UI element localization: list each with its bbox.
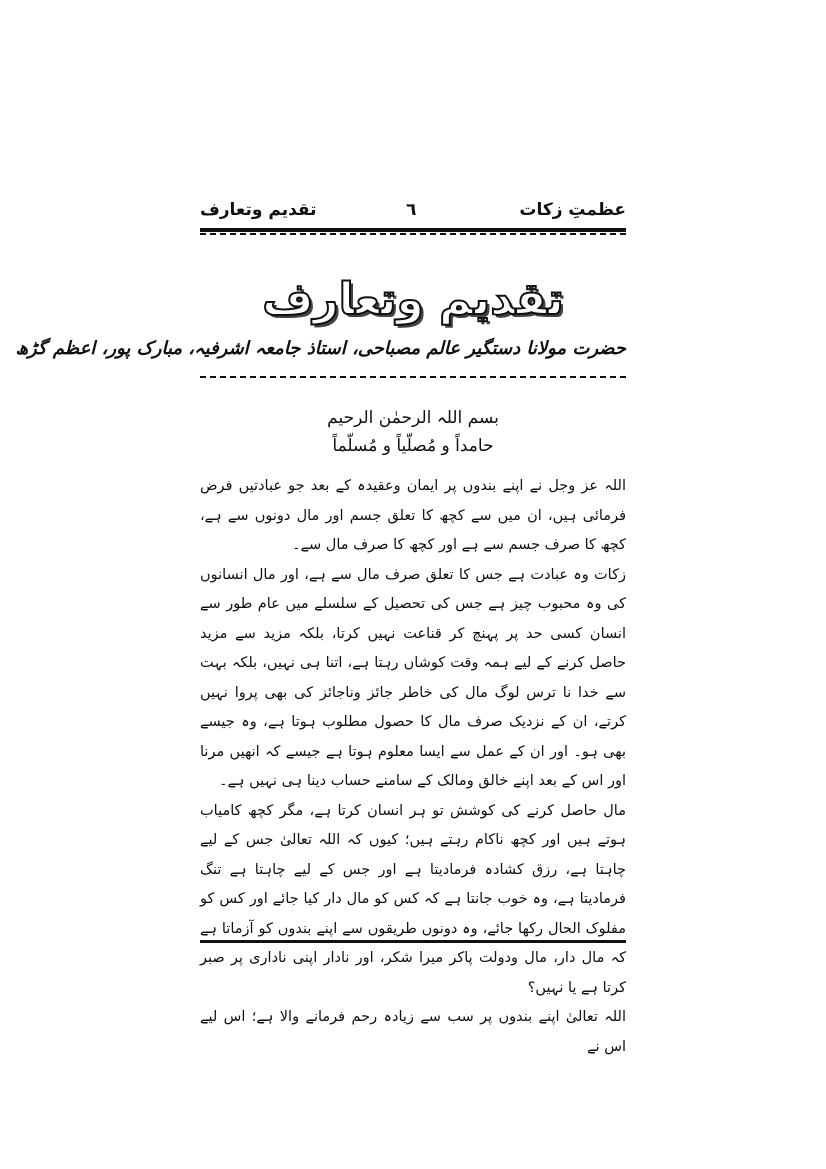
book-title: عظمتِ زکات <box>519 200 626 220</box>
bismillah: بسم اللہ الرحمٰن الرحیم <box>327 408 499 428</box>
paragraph: مال حاصل کرنے کی کوشش تو ہر انسان کرتا ہے، مگر کچھ کامیاب ہوتے ہیں اور کچھ ناکام رہتے ہیں؛ کیوں کہ اللہ تعالیٰ جس کے لیے چاہتا ہے، رزق کشادہ فرمادیتا ہے اور جس کے لیے چاہتا ہے تنگ فرمادیتا ہے، وہ خوب جانتا ہے کہ کس کو مال دار کیا جائے اور کس کو مفلوک الحال رکھا جائے، وہ دونوں طریقوں سے اپنے بندوں کو آزماتا ہے کہ مال دار، مال ودولت پاکر میرا شکر، اور نادار اپنی ناداری پر صبر کرتا ہے یا نہیں؟ <box>200 802 626 996</box>
chapter-title: تقدیم وتعارف <box>200 200 317 220</box>
author-dashed-rule <box>200 376 626 378</box>
paragraph: اللہ تعالیٰ اپنے بندوں پر سب سے زیادہ رحم فرمانے والا ہے؛ اس لیے اس نے <box>200 1009 626 1055</box>
author-line: حضرت مولانا دستگیر عالم مصباحی، استاذ جامعہ اشرفیہ، مبارک پور، اعظم گڑھ <box>15 338 626 359</box>
body-text <box>200 472 626 1062</box>
paragraph: اللہ عز وجل نے اپنے بندوں پر ایمان وعقیدہ کے بعد جو عبادتیں فرض فرمائی ہیں، ان میں سے کچھ کا تعلق جسم اور مال دونوں سے ہے، کچھ کا صرف جسم سے ہے اور کچھ کا صرف مال سے۔ <box>200 478 626 553</box>
footer-rule <box>200 940 626 943</box>
section-title: تقدیم وتعارف <box>262 274 564 325</box>
hamdan-line: حامداً و مُصلّیاً و مُسلّماً <box>332 436 494 456</box>
header-dashed-rule <box>200 233 626 235</box>
page-number: ٦ <box>406 200 417 220</box>
running-header <box>200 198 626 226</box>
header-rule <box>200 228 626 232</box>
paragraph: زکات وہ عبادت ہے جس کا تعلق صرف مال سے ہے، اور مال انسانوں کی وہ محبوب چیز ہے جس کی تحصیل کے سلسلے میں عام طور سے انسان کسی حد پر پہنچ کر قناعت نہیں کرتا، بلکہ مزید سے مزید حاصل کرنے کے لیے ہمہ وقت کوشاں رہتا ہے، اتنا ہی نہیں، بلکہ بہت سے خدا نا ترس لوگ مال کی خاطر جائز وناجائز کی بھی پروا نہیں کرتے، ان کے نزدیک صرف مال کا حصول مطلوب ہوتا ہے، وہ جیسے بھی ہو۔ اور ان کے عمل سے ایسا معلوم ہوتا ہے جیسے کہ انھیں مرنا اور اس کے بعد اپنے خالق ومالک کے سامنے حساب دینا ہی نہیں ہے۔ <box>200 566 626 789</box>
